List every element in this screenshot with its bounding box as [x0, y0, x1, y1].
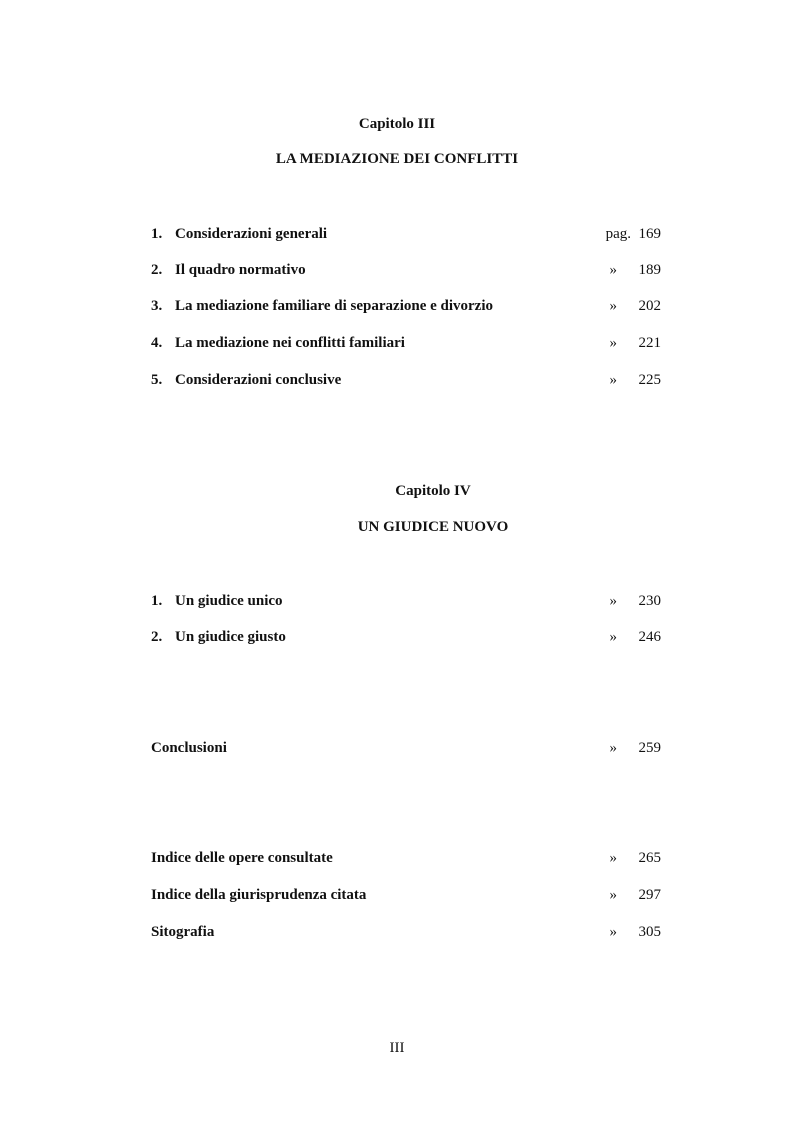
toc-entry-case-law-index — [151, 887, 661, 907]
toc-entry-prefix: » — [609, 262, 617, 278]
toc-entry-page: 169 — [638, 226, 661, 242]
toc-entry-number: 1. — [151, 226, 163, 242]
toc-entry-prefix: » — [609, 740, 617, 756]
toc-entry-label: Considerazioni generali — [175, 226, 328, 242]
toc-entry-label: Un giudice unico — [175, 593, 283, 609]
chapter-3-subtitle: LA MEDIAZIONE DEI CONFLITTI — [275, 151, 519, 167]
toc-entry-prefix: » — [609, 593, 617, 609]
toc-entry-page: 230 — [638, 593, 661, 609]
toc-entry-conclusions — [151, 740, 661, 760]
toc-entry-page: 259 — [638, 740, 661, 756]
toc-entry-page: 297 — [638, 887, 661, 903]
toc-entry-number: 2. — [151, 262, 163, 278]
toc-entry-label: Il quadro normativo — [175, 262, 306, 278]
toc-entry-4-2 — [151, 629, 661, 649]
toc-entry-3-4 — [151, 335, 661, 355]
toc-entry-page: 246 — [638, 629, 661, 645]
toc-entry-3-3 — [151, 298, 661, 318]
toc-entry-label: La mediazione familiare di separazione e divorzio — [175, 298, 494, 314]
toc-entry-page: 225 — [638, 372, 661, 388]
toc-entry-label: Indice della giurisprudenza citata — [151, 887, 367, 903]
toc-entry-label: Sitografia — [151, 924, 215, 940]
toc-entry-number: 4. — [151, 335, 163, 351]
toc-entry-prefix: » — [609, 924, 617, 940]
page-number: III — [389, 1040, 405, 1056]
toc-entry-number: 1. — [151, 593, 163, 609]
toc-entry-4-1 — [151, 593, 661, 613]
toc-entry-3-2 — [151, 262, 661, 282]
toc-entry-page: 189 — [638, 262, 661, 278]
chapter-4-title: Capitolo IV — [395, 483, 471, 499]
toc-entry-3-1 — [151, 226, 661, 246]
chapter-3-title: Capitolo III — [358, 116, 436, 132]
toc-entry-sitography — [151, 924, 661, 944]
toc-entry-prefix: » — [609, 335, 617, 351]
toc-entry-3-5 — [151, 372, 661, 392]
toc-entry-prefix: » — [609, 629, 617, 645]
toc-entry-prefix: » — [609, 372, 617, 388]
chapter-4-subtitle: UN GIUDICE NUOVO — [357, 519, 509, 535]
toc-entry-label: Un giudice giusto — [175, 629, 286, 645]
toc-entry-label: Indice delle opere consultate — [151, 850, 333, 866]
toc-entry-number: 5. — [151, 372, 163, 388]
toc-entry-page: 202 — [638, 298, 661, 314]
toc-entry-prefix: » — [609, 850, 617, 866]
toc-entry-label: Conclusioni — [151, 740, 227, 756]
toc-entry-number: 3. — [151, 298, 163, 314]
toc-entry-prefix: » — [609, 298, 617, 314]
toc-entry-page: 305 — [638, 924, 661, 940]
toc-entry-works-index — [151, 850, 661, 870]
toc-entry-page: 265 — [638, 850, 661, 866]
toc-entry-page: 221 — [638, 335, 661, 351]
toc-entry-label: La mediazione nei conflitti familiari — [175, 335, 405, 351]
toc-entry-label: Considerazioni conclusive — [175, 372, 342, 388]
toc-entry-prefix: pag. — [605, 226, 631, 242]
toc-entry-number: 2. — [151, 629, 163, 645]
toc-entry-prefix: » — [609, 887, 617, 903]
